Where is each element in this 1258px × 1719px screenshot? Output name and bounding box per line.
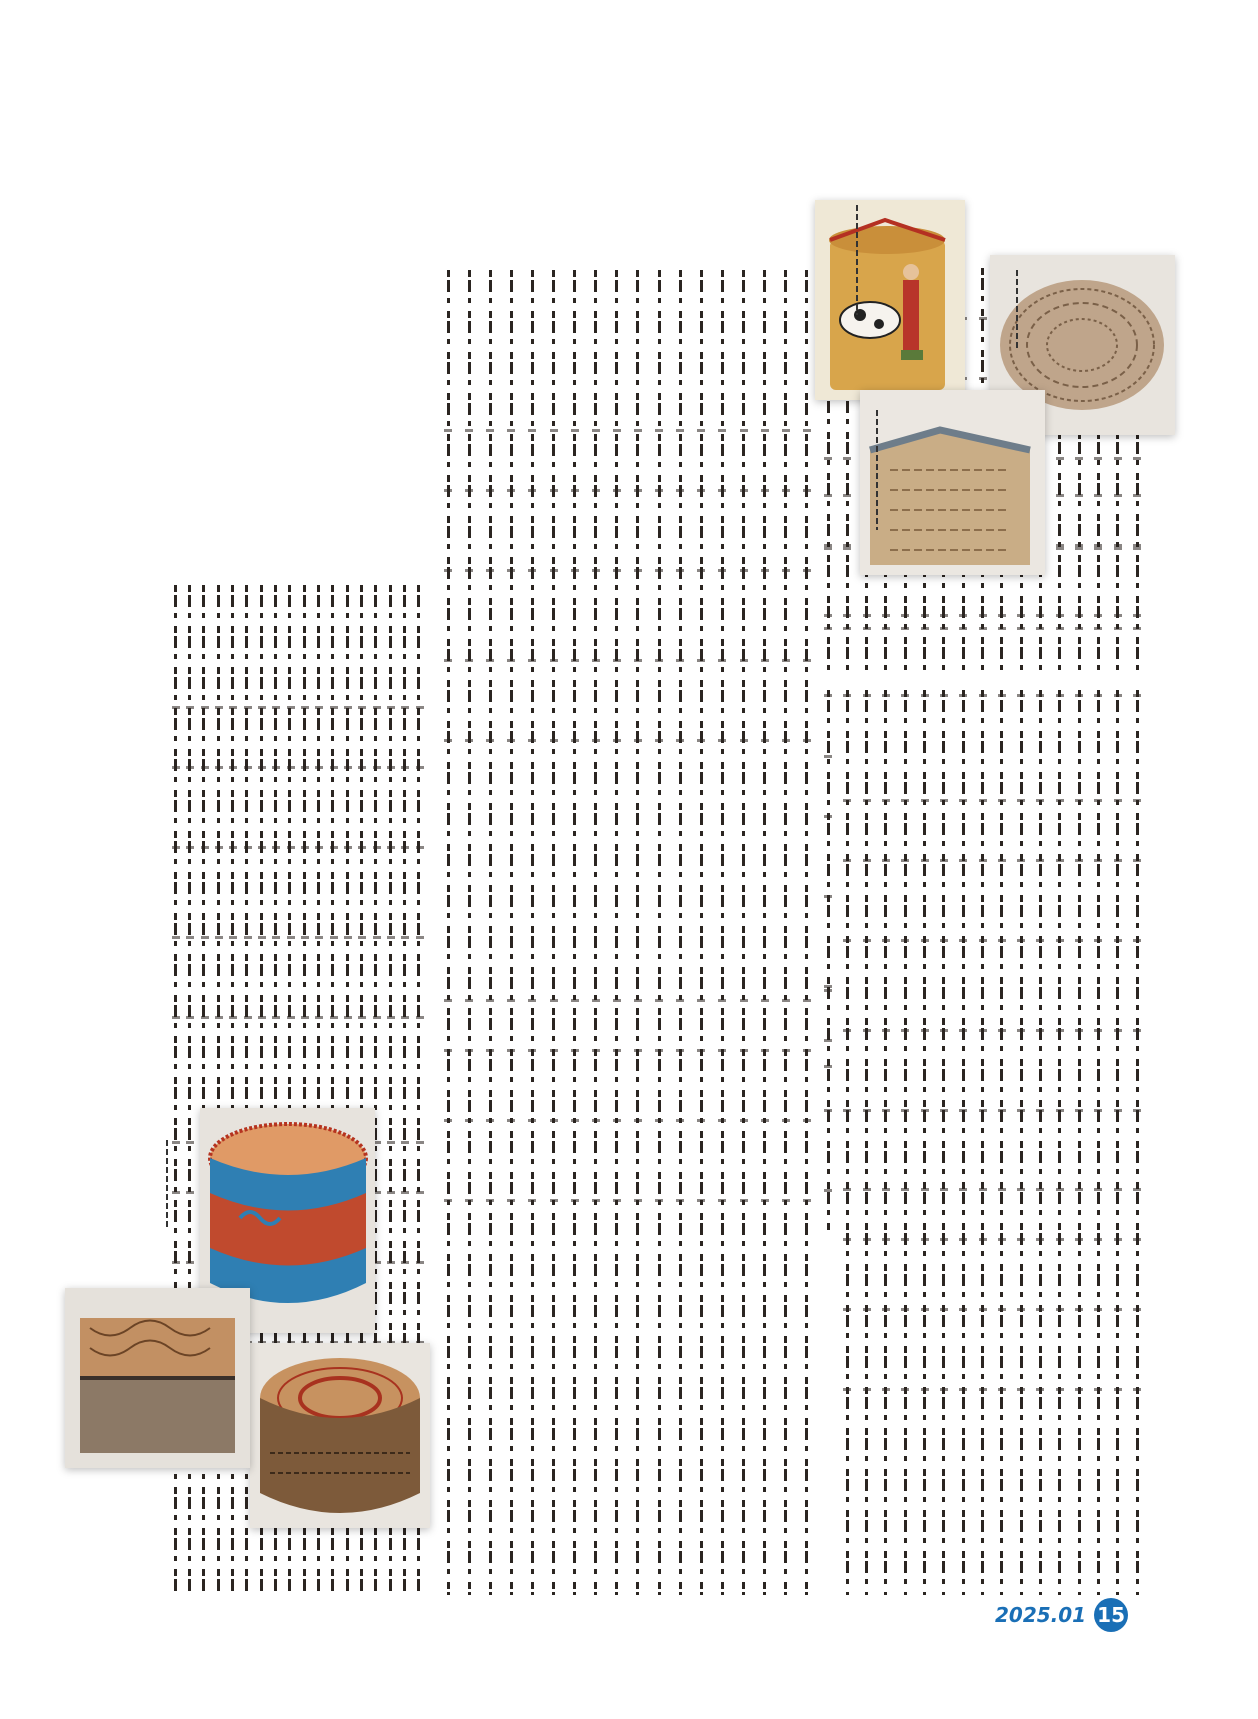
text-column-right-lower — [820, 690, 1145, 1595]
text-line — [630, 270, 646, 1595]
carved-edge-image — [860, 390, 1045, 575]
text-column-left-lower — [440, 270, 815, 1595]
text-line — [503, 270, 519, 1595]
text-line — [878, 690, 894, 1595]
text-line — [975, 690, 991, 1595]
text-line — [757, 270, 773, 1595]
text-line — [917, 690, 933, 1595]
rect-box-image — [65, 1288, 250, 1468]
text-line — [482, 270, 498, 1595]
text-line — [1071, 690, 1087, 1595]
text-line — [567, 270, 583, 1595]
photo-caption-2 — [1010, 270, 1024, 350]
page-folio — [995, 1598, 1128, 1632]
text-line — [672, 270, 688, 1595]
text-line — [609, 270, 625, 1595]
text-line — [1052, 690, 1068, 1595]
photo-painted-cylinder-box — [815, 200, 965, 400]
text-line — [936, 690, 952, 1595]
page-number: 15 — [1094, 1598, 1128, 1632]
text-line — [1129, 690, 1145, 1595]
text-line — [651, 270, 667, 1595]
text-line — [778, 270, 794, 1595]
text-line — [714, 270, 730, 1595]
text-line — [1032, 690, 1048, 1595]
text-line — [897, 690, 913, 1595]
photo-caption-4 — [160, 1140, 174, 1230]
text-line — [955, 690, 971, 1595]
photo-carved-box-edge — [860, 390, 1045, 575]
photo-caption-3 — [870, 410, 884, 530]
text-line — [1090, 690, 1106, 1595]
oval-box-image — [250, 1343, 430, 1528]
photo-caption-1 — [850, 205, 864, 315]
text-line — [1110, 690, 1126, 1595]
text-line — [524, 270, 540, 1595]
text-line — [736, 270, 752, 1595]
text-line — [440, 270, 456, 1595]
text-line — [820, 690, 836, 1233]
text-line — [859, 690, 875, 1595]
text-line — [693, 270, 709, 1595]
text-line — [994, 690, 1010, 1595]
text-line — [839, 690, 855, 1595]
painted-cylinder-image — [815, 200, 965, 400]
issue-date: 2025.01 — [995, 1603, 1087, 1627]
photo-oval-box — [250, 1343, 430, 1528]
photo-rect-box — [65, 1288, 250, 1468]
text-line — [588, 270, 604, 1595]
text-line — [461, 270, 477, 1595]
text-line — [546, 270, 562, 1595]
text-line — [799, 270, 815, 1595]
text-line — [1013, 690, 1029, 1595]
